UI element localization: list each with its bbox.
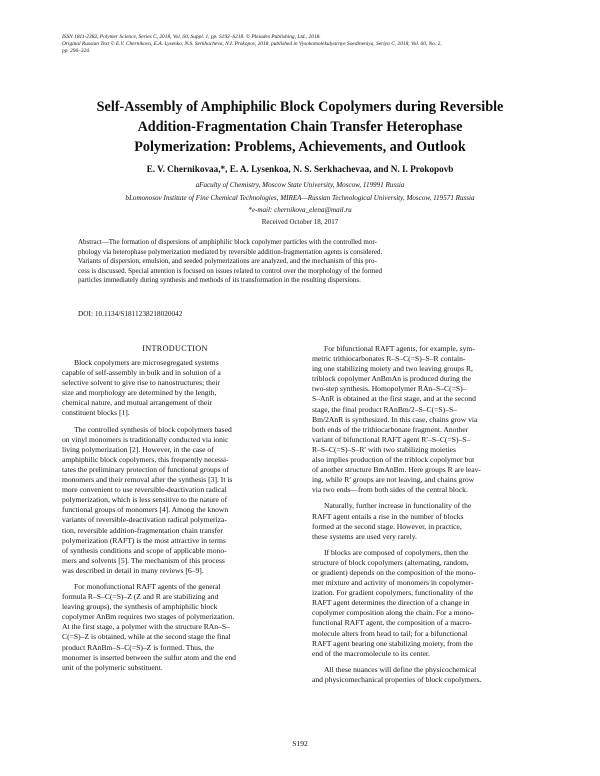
text-line: also implies production of the triblock copolymer but [312,455,475,465]
text-line: R–S–C(=S)–S–R′ with two stabilizing moieties [312,444,456,454]
text-line: The controlled synthesis of block copolymers based [74,424,232,434]
text-line: If blocks are composed of copolymers, then the [324,547,469,557]
text-line: copolymer composition along the chain. For a mono- [312,608,474,618]
affiliation-a: aFaculty of Chemistry, Moscow State University, Moscow, 119991 Russia [195,181,405,189]
text-line: ing, while R′ groups are not leaving, and chains grow [312,475,475,485]
text-line: All these nuances will define the physicochemical [324,664,477,674]
text-line: ing one stabilizing moiety and two leaving groups R, [312,364,473,374]
right-column-body [312,344,538,685]
text-line: size and morphology are determined by the length, [62,388,217,398]
text-line: Bm/2AnR is synthesized. In this case, chains grow via [312,414,478,424]
text-line: two-step synthesis. Homopolymer RAn–S–C(=S)– [312,384,467,394]
text-line: or gradient) depends on the composition of the mono- [312,567,476,577]
text-line: leaving groups), the synthesis of amphiphilic block [62,602,218,612]
author-list: E. V. Chernikovaa,*, E. A. Lysenkoa, N. S. Serkhachevaa, and N. I. Prokopovb [146,164,454,174]
doi: DOI: 10.1134/S1811238218020042 [78,309,183,318]
title-line-2: Addition-Fragmentation Chain Transfer Heterophase [137,119,463,135]
text-line: For bifunctional RAFT agents, for example, sym- [324,344,475,353]
text-line: was described in detail in many reviews [6–9]. [62,565,204,575]
text-line: selective solvent to give rise to nanostructures; their [62,378,220,388]
abstract [78,238,526,286]
text-line: product RAnBm–S–C(=S)–Z is formed. Thus, the [62,642,215,652]
text-line: tion, reversible addition-fragmentation chain transfer [62,525,223,535]
text-line: capable of self-assembly in bulk and in solution of a [62,368,221,378]
text-line: via two ends—from both sides of the central block. [312,485,468,495]
left-column [62,344,288,673]
text-line: living polymerization [2]. However, in the case of [62,444,214,454]
text-line: At the first stage, a polymer with the structure RAn–S– [62,622,230,632]
page-number: S192 [292,739,308,748]
text-line: functional groups of monomers [4]. Among the known [62,505,229,515]
text-line: end of the macromolecule to its center. [312,648,430,658]
text-line: functional RAFT agent, the composition of a macro- [312,618,472,628]
text-line: RAFT agent entails a rise in the number of blocks [312,511,464,521]
abstract-line: Variants of dispersion, emulsion, and seeded polymerizations are analyzed, and the mechanism of this pro- [78,257,377,266]
text-line: of synthesis conditions and scope of applicable mono- [62,545,227,555]
text-line: more convenient to use reversible-deactivation radical [62,485,227,495]
text-line: stage, the final product RAnBm/2–S–C(=S)–S– [312,404,457,414]
text-line: RAFT agent determines the direction of a change in [312,598,470,608]
header-line-2: Original Russian Text © E.V. Chernikova, E.A. Lysenko, N.S. Serkhacheva, N.I. Prokopov, 2018, published in Vysokomolekulyarnye Soedineniya, Seriya C, 2018, Vol. 60, No. 2, [62,41,442,47]
text-line: polymerization, which is less sensitive to the nature of [62,495,228,505]
text-line: triblock copolymer AnBmAn is produced during the [312,374,472,384]
text-line: tates the preliminary protection of functional groups of [62,464,229,474]
text-line: variants of reversible-deactivation radical polymeriza- [62,515,227,525]
text-line: polymerization (RAFT) is the most attractive in terms [62,535,226,545]
abstract-line: phology via heterophase polymerization mediated by reversible addition-fragmentation agents is considered. [78,247,383,256]
text-line: S–AnR is obtained at the first stage, and at the second [312,394,476,404]
left-column-body [62,358,288,673]
affiliation-b: bLomonosov Institute of Fine Chemical Technologies, MIREA—Russian Technological University, Moscow, 119571 Russia [125,194,475,202]
text-line: For monofunctional RAFT agents of the general [74,581,221,591]
abstract-line: Abstract—The formation of dispersions of amphiphilic block copolymer particles with the controlled mor- [78,238,377,246]
text-line: ization. For gradient copolymers, functionality of the [312,588,474,598]
text-line: mers and solvents [5]. The mechanism of this process [62,555,225,565]
text-line: Block copolymers are microsegregated systems [74,358,219,367]
text-line: both ends of the trithiocarbonate fragment. Another [312,424,469,434]
text-line: molecule alters from head to tail; for a bifunctional [312,628,468,638]
text-line: formula R–S–C(=S)–Z (Z and R are stabilizing and [62,592,219,602]
right-column [312,344,538,685]
text-line: formed at the second stage. However, in practice, [312,521,462,531]
title-line-1: Self-Assembly of Amphiphilic Block Copolymers during Reversible [96,99,504,115]
text-line: metric trithiocarbonates R–S–C(=S)–S–R contain- [312,354,466,364]
received-date: Received October 18, 2017 [261,218,339,226]
text-line: unit of the polymeric substituent. [62,662,163,672]
header-line-3: pp. 296–324. [62,48,91,54]
title-line-3: Polymerization: Problems, Achievements, and Outlook [134,139,466,155]
text-line: monomers and their removal after the synthesis [3]. It is [62,475,233,485]
corresponding-email: *e-mail: chernikova_elena@mail.ru [248,206,352,214]
text-line: Naturally, further increase in functionality of the [324,501,472,511]
text-line: monomer is inserted between the sulfur atom and the end [62,652,236,662]
journal-header [62,34,538,55]
paper-title [40,97,560,157]
text-line: amphiphilic block copolymers, this frequently necessi- [62,454,229,464]
text-line: of another structure BmAnBm. Here groups R are leav- [312,465,481,475]
abstract-line: particles immediately during synthesis and methods of its transformation in the resulting dispersions. [78,276,361,285]
header-line-1: ISSN 1811-2382, Polymer Science, Series C, 2018, Vol. 60, Suppl. 1, pp. S192–S218. © Pleiades Publishing, Ltd., 2018. [62,34,321,40]
text-line: RAFT agent bearing one stabilizing moiety, from the [312,638,473,648]
text-line: copolymer AnBm requires two stages of polymerization. [62,612,235,622]
text-line: C(=S)–Z is obtained, while at the second stage the final [62,632,231,642]
text-line: variant of bifunctional RAFT agent R′–S–C(=S)–S– [312,434,471,444]
text-line: chemical nature, and mutual arrangement of their [62,398,212,408]
text-line: these systems are used very rarely. [312,531,417,541]
text-line: structure of block copolymers (alternating, random, [312,557,469,567]
abstract-line: cess is discussed. Special attention is focused on issues related to control over the morphology of the formed [78,266,383,275]
text-line: mer mixture and activity of monomers in copolymer- [312,578,474,588]
text-line: and physicomechanical properties of block copolymers. [312,674,482,684]
text-line: on vinyl monomers is traditionally conducted via ionic [62,434,229,444]
section-heading-introduction: INTRODUCTION [142,344,208,353]
text-line: constituent blocks [1]. [62,408,130,418]
